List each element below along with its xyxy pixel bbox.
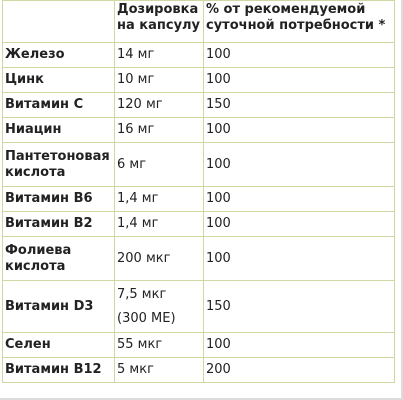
table-row	[3, 333, 395, 358]
table-row	[3, 93, 395, 118]
nutrient-name: Цинк	[3, 68, 115, 93]
nutrient-dose: 55 мкг	[115, 333, 204, 358]
table-row	[3, 212, 395, 237]
nutrient-dose: 1,4 мг	[115, 212, 204, 237]
nutrient-percent: 100	[204, 333, 395, 358]
table-row	[3, 118, 395, 143]
nutrient-dose: 200 мкг	[115, 237, 204, 281]
table-row	[3, 237, 395, 281]
nutrient-percent: 100	[204, 187, 395, 212]
nutrient-dose: 6 мг	[115, 143, 204, 187]
table-row	[3, 187, 395, 212]
nutrient-dose: 16 мг	[115, 118, 204, 143]
nutrient-percent: 100	[204, 68, 395, 93]
header-dose: Дозировка на капсулу	[115, 1, 204, 43]
nutrient-name: Ниацин	[3, 118, 115, 143]
nutrient-name: Селен	[3, 333, 115, 358]
table-row	[3, 358, 395, 383]
nutrient-dose: 5 мкг	[115, 358, 204, 383]
nutrient-dose-cell	[115, 281, 204, 333]
nutrient-dose: 120 мг	[115, 93, 204, 118]
nutrient-table	[2, 0, 395, 383]
table-header-row	[3, 1, 395, 43]
nutrient-name: Витамин В12	[3, 358, 115, 383]
nutrient-name: Железо	[3, 43, 115, 68]
nutrient-dose-extra: (300 МЕ)	[117, 310, 176, 326]
nutrient-name: Фолиева кислота	[3, 237, 115, 281]
nutrient-percent: 200	[204, 358, 395, 383]
header-empty	[3, 1, 115, 43]
nutrient-percent: 100	[204, 143, 395, 187]
table-row	[3, 68, 395, 93]
nutrient-percent: 100	[204, 237, 395, 281]
nutrient-percent: 150	[204, 93, 395, 118]
nutrient-name: Витамин С	[3, 93, 115, 118]
nutrient-percent: 150	[204, 281, 395, 333]
header-percent: % от рекомендуемой суточной потребности *	[204, 1, 395, 43]
table-row	[3, 281, 395, 333]
nutrient-name: Витамин В6	[3, 187, 115, 212]
nutrient-percent: 100	[204, 118, 395, 143]
nutrient-percent: 100	[204, 212, 395, 237]
table-row	[3, 43, 395, 68]
nutrient-dose: 7,5 мкг	[117, 286, 167, 302]
nutrient-dose: 10 мг	[115, 68, 204, 93]
nutrient-name: Витамин D3	[3, 281, 115, 333]
nutrient-dose: 1,4 мг	[115, 187, 204, 212]
nutrient-name: Витамин В2	[3, 212, 115, 237]
nutrient-name: Пантетоновая кислота	[3, 143, 115, 187]
nutrient-percent: 100	[204, 43, 395, 68]
nutrient-dose: 14 мг	[115, 43, 204, 68]
table-row	[3, 143, 395, 187]
